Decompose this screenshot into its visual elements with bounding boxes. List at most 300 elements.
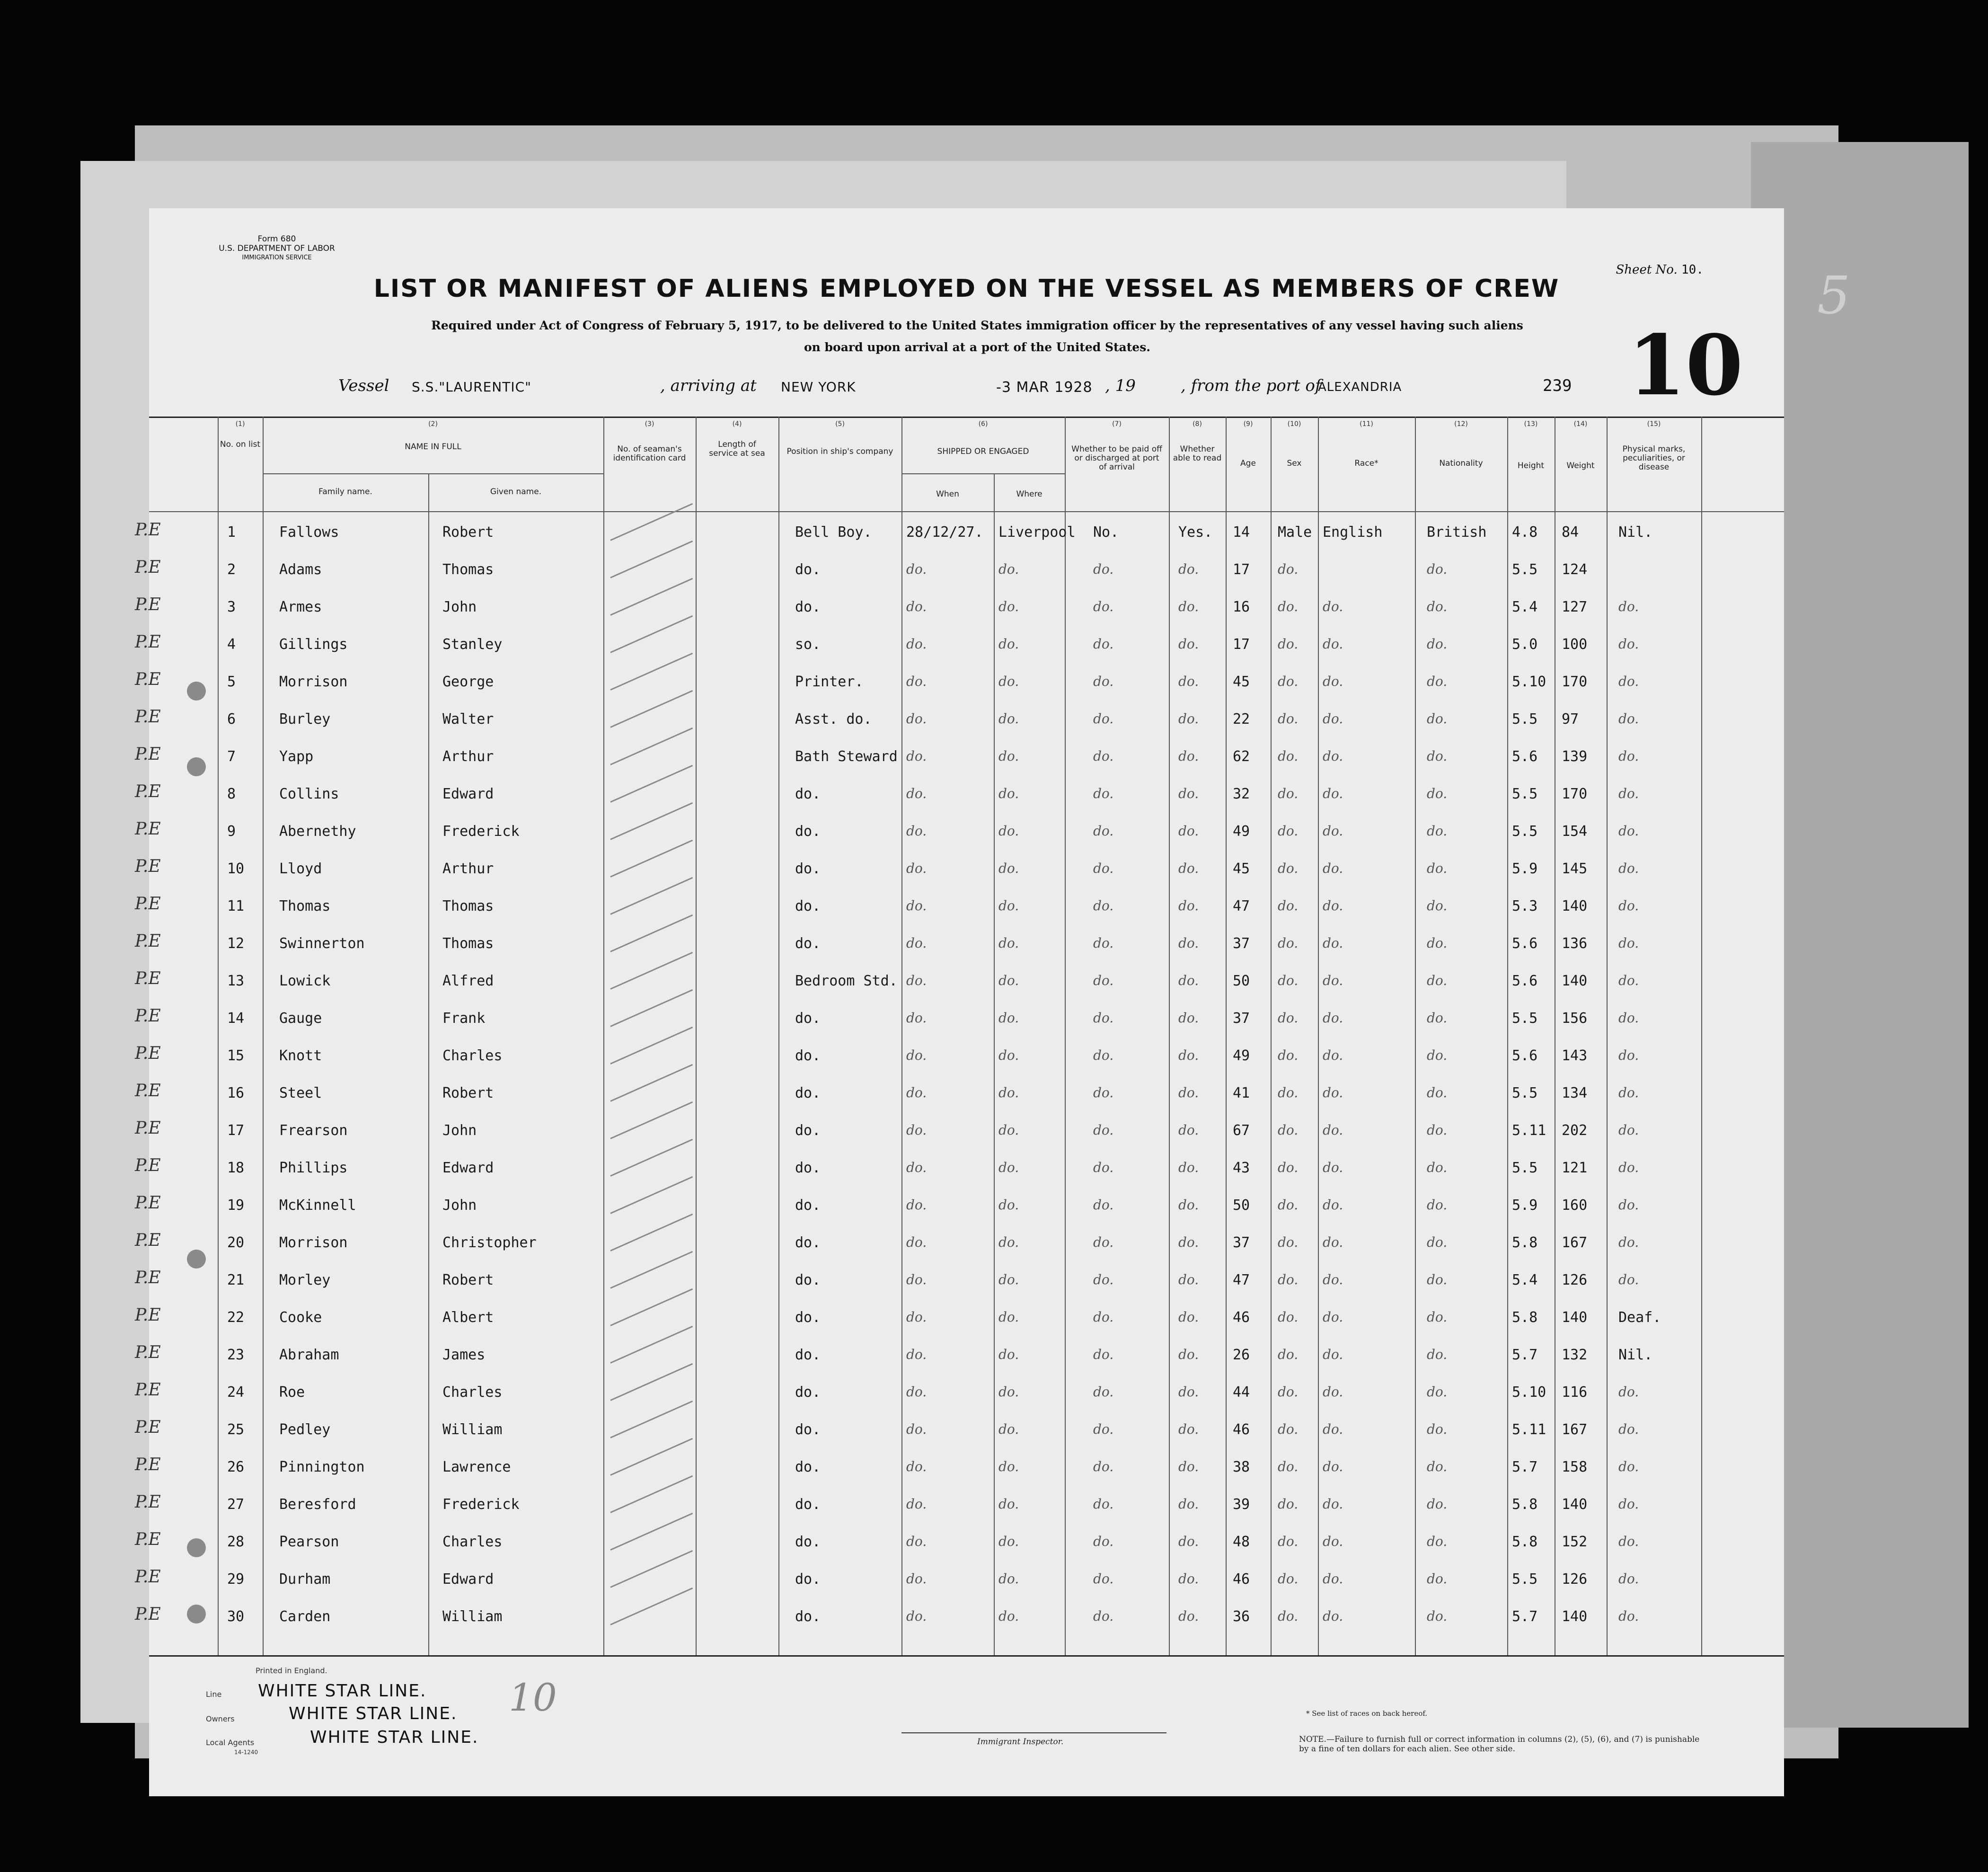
nationality: do. [1427,1197,1448,1213]
physical-marks: do. [1618,711,1639,727]
row-mark: P.E [135,707,161,727]
sex: do. [1278,1309,1299,1325]
nationality: do. [1427,935,1448,951]
physical-marks: do. [1618,1197,1639,1213]
row-number: 10 [227,861,245,877]
nationality: do. [1427,823,1448,839]
col-num-4: (4) [732,420,742,428]
row-mark: P.E [135,595,161,614]
punch-hole [187,682,206,701]
weight: 134 [1562,1085,1588,1101]
able-read: do. [1178,861,1199,876]
position: do. [795,1384,821,1401]
age: 37 [1233,1234,1250,1251]
position: do. [795,935,821,952]
from-label: , from the port of [1181,376,1321,395]
row-number: 25 [227,1421,245,1438]
able-read: do. [1178,973,1199,988]
race: do. [1323,786,1343,801]
race: do. [1323,1496,1343,1512]
shipped-where: do. [998,1085,1019,1100]
weight: 139 [1562,748,1588,765]
position: do. [795,1347,821,1363]
shipped-when: do. [906,1160,927,1175]
nationality: do. [1427,1421,1448,1437]
height: 5.6 [1512,1047,1538,1064]
shipped-when: do. [906,1122,927,1138]
height: 5.6 [1512,748,1538,765]
col-num-9: (9) [1243,420,1253,428]
age: 38 [1233,1459,1250,1475]
paid-off: do. [1093,1122,1114,1138]
height: 5.10 [1512,1384,1546,1401]
height: 5.4 [1512,1272,1538,1288]
physical-marks: do. [1618,1421,1639,1437]
shipped-when: do. [906,1272,927,1287]
race: do. [1323,1384,1343,1400]
height: 5.5 [1512,786,1538,802]
able-read: Yes. [1178,524,1213,541]
nationality: do. [1427,1571,1448,1587]
sex: do. [1278,599,1299,614]
row-number: 13 [227,973,245,989]
age: 48 [1233,1534,1250,1550]
sex: do. [1278,1347,1299,1362]
weight: 140 [1562,898,1588,914]
able-read: do. [1178,1496,1199,1512]
row-mark: P.E [135,932,161,951]
given-name: Arthur [442,748,494,765]
physical-marks: do. [1618,1496,1639,1512]
row-mark: P.E [135,745,161,764]
age: 41 [1233,1085,1250,1101]
physical-marks: do. [1618,636,1639,652]
family-name: Fallows [279,524,339,541]
shipped-when: do. [906,823,927,839]
manifest-count: 239 [1543,376,1572,395]
table-row [135,1224,1784,1261]
row-number: 5 [227,674,236,690]
physical-marks: Nil. [1618,524,1653,541]
sex: do. [1278,1384,1299,1400]
weight: 170 [1562,674,1588,690]
paid-off: do. [1093,861,1114,876]
form-number: Form 680 [257,234,296,244]
hdr-age: Age [1240,459,1256,468]
age: 45 [1233,861,1250,877]
table-row [135,1149,1784,1186]
hdr-paid-off: Whether to be paid off or discharged at port of arrival [1071,444,1162,472]
family-name: Frearson [279,1122,348,1139]
sex: do. [1278,1085,1299,1100]
age: 14 [1233,524,1250,541]
punch-hole [187,1538,206,1557]
big-sheet-number: 10 [1628,317,1743,414]
height: 5.3 [1512,898,1538,914]
able-read: do. [1178,636,1199,652]
weight: 84 [1562,524,1579,541]
sex: do. [1278,1496,1299,1512]
row-mark: P.E [135,1492,161,1512]
height: 5.5 [1512,1085,1538,1101]
able-read: do. [1178,1085,1199,1100]
age: 37 [1233,935,1250,952]
race: do. [1323,636,1343,652]
family-name: Yapp [279,748,314,765]
given-name: Walter [442,711,494,728]
race: do. [1323,1571,1343,1587]
sex: do. [1278,786,1299,801]
shipped-when: 28/12/27. [906,524,983,541]
arriving-label: , arriving at [660,376,757,395]
position: do. [795,1309,821,1326]
shipped-when: do. [906,1496,927,1512]
manifest-sheet [135,208,1784,1796]
hdr-when: When [936,489,959,499]
owners-label: Owners [206,1714,235,1723]
position: Asst. do. [795,711,872,728]
hdr-length-service: Length of service at sea [709,440,765,458]
height: 5.11 [1512,1421,1546,1438]
inspector-label: Immigrant Inspector. [977,1737,1064,1747]
height: 5.5 [1512,1571,1538,1588]
page-title: LIST OR MANIFEST OF ALIENS EMPLOYED ON THE VESSEL AS MEMBERS OF CREW [373,275,1560,303]
row-mark: P.E [135,558,161,577]
paid-off: do. [1093,1347,1114,1362]
physical-marks: do. [1618,786,1639,801]
row-number: 24 [227,1384,245,1401]
weight: 132 [1562,1347,1588,1363]
row-number: 23 [227,1347,245,1363]
row-number: 14 [227,1010,245,1027]
paid-off: do. [1093,748,1114,764]
vessel-name: S.S."LAURENTIC" [412,379,531,395]
family-name: Morley [279,1272,331,1288]
shipped-where: do. [998,1272,1019,1287]
height: 5.11 [1512,1122,1546,1139]
row-number: 3 [227,599,236,615]
paid-off: do. [1093,1272,1114,1287]
family-name: Lloyd [279,861,322,877]
given-name: William [442,1608,503,1625]
given-name: George [442,674,494,690]
shipped-where: do. [998,1309,1019,1325]
position: do. [795,561,821,578]
age: 46 [1233,1309,1250,1326]
row-number: 6 [227,711,236,728]
physical-marks: do. [1618,1571,1639,1587]
paid-off: No. [1093,524,1119,541]
family-name: Roe [279,1384,305,1401]
row-mark: P.E [135,969,161,988]
height: 5.7 [1512,1459,1538,1475]
race: do. [1323,1272,1343,1287]
race: do. [1323,1047,1343,1063]
table-row [135,1411,1784,1448]
shipped-when: do. [906,786,927,801]
weight: 158 [1562,1459,1588,1475]
age: 47 [1233,898,1250,914]
paid-off: do. [1093,823,1114,839]
sex: do. [1278,1010,1299,1026]
shipped-where: do. [998,1534,1019,1549]
race: do. [1323,1608,1343,1624]
shipped-where: do. [998,823,1019,839]
family-name: Steel [279,1085,322,1101]
col-num-7: (7) [1112,420,1122,428]
race: do. [1323,1197,1343,1213]
row-mark: P.E [135,1418,161,1437]
given-name: John [442,1197,477,1214]
able-read: do. [1178,748,1199,764]
physical-marks: do. [1618,861,1639,876]
table-row [135,813,1784,850]
given-name: William [442,1421,503,1438]
given-name: Robert [442,1272,494,1288]
row-number: 2 [227,561,236,578]
hdr-physical: Physical marks, peculiarities, or disease [1622,444,1686,472]
race: do. [1323,1534,1343,1549]
sex: do. [1278,1272,1299,1287]
paid-off: do. [1093,1496,1114,1512]
age: 17 [1233,561,1250,578]
physical-marks: do. [1618,1534,1639,1549]
shipped-when: do. [906,561,927,577]
race: do. [1323,599,1343,614]
shipped-when: do. [906,1010,927,1026]
table-row [135,887,1784,924]
race: do. [1323,1122,1343,1138]
nationality: do. [1427,1122,1448,1138]
race: do. [1323,823,1343,839]
inspector-line [901,1732,1166,1733]
weight: 167 [1562,1421,1588,1438]
row-mark: P.E [135,1343,161,1362]
shipped-when: do. [906,861,927,876]
age: 62 [1233,748,1250,765]
physical-marks: do. [1618,1459,1639,1474]
table-row [135,1561,1784,1597]
family-name: Abraham [279,1347,339,1363]
race: do. [1323,898,1343,914]
table-row [135,701,1784,737]
family-name: Abernethy [279,823,356,840]
position: do. [795,1534,821,1550]
physical-marks: do. [1618,1608,1639,1624]
department: U.S. DEPARTMENT OF LABOR [219,244,335,253]
shipped-where: do. [998,898,1019,914]
table-row [135,1000,1784,1037]
given-name: Thomas [442,561,494,578]
row-mark: P.E [135,1193,161,1213]
year-label: , 19 [1105,376,1136,395]
sex: do. [1278,1122,1299,1138]
position: do. [795,1459,821,1475]
height: 5.5 [1512,1010,1538,1027]
physical-marks: Deaf. [1618,1309,1661,1326]
race: do. [1323,1459,1343,1474]
able-read: do. [1178,1608,1199,1624]
given-name: Stanley [442,636,503,653]
given-name: Alfred [442,973,494,989]
family-name: Swinnerton [279,935,365,952]
sex: do. [1278,973,1299,988]
shipped-where: do. [998,1160,1019,1175]
paid-off: do. [1093,1571,1114,1587]
position: do. [795,1234,821,1251]
row-mark: P.E [135,1044,161,1063]
nationality: do. [1427,898,1448,914]
age: 47 [1233,1272,1250,1288]
able-read: do. [1178,1272,1199,1287]
shipped-when: do. [906,748,927,764]
given-name: James [442,1347,486,1363]
paid-off: do. [1093,711,1114,727]
nationality: do. [1427,1085,1448,1100]
age: 49 [1233,823,1250,840]
hdr-id-card: No. of seaman's identification card [613,444,686,463]
name-sub-rule [263,473,603,474]
paid-off: do. [1093,1197,1114,1213]
age: 26 [1233,1347,1250,1363]
hdr-height: Height [1517,461,1545,470]
weight: 143 [1562,1047,1588,1064]
table-row [135,551,1784,588]
hdr-sex: Sex [1287,459,1302,468]
age: 32 [1233,786,1250,802]
weight: 124 [1562,561,1588,578]
row-mark: P.E [135,1605,161,1624]
row-mark: P.E [135,1156,161,1175]
nationality: British [1427,524,1487,541]
weight: 121 [1562,1160,1588,1176]
shipped-when: do. [906,599,927,614]
age: 50 [1233,1197,1250,1214]
row-number: 27 [227,1496,245,1513]
height: 5.5 [1512,711,1538,728]
race: do. [1323,1085,1343,1100]
row-mark: P.E [135,1231,161,1250]
weight: 140 [1562,973,1588,989]
shipped-where: do. [998,1459,1019,1474]
physical-marks: do. [1618,1160,1639,1175]
vessel-line [149,376,1784,405]
shipped-where: do. [998,711,1019,727]
shipped-where: do. [998,1122,1019,1138]
family-name: Gillings [279,636,348,653]
physical-marks: do. [1618,935,1639,951]
paid-off: do. [1093,1234,1114,1250]
nationality: do. [1427,1347,1448,1362]
shipped-where: do. [998,561,1019,577]
paid-off: do. [1093,1384,1114,1400]
shipped-where: do. [998,636,1019,652]
paid-off: do. [1093,973,1114,988]
given-name: Frederick [442,823,520,840]
row-mark: P.E [135,1380,161,1400]
position: so. [795,636,821,653]
row-mark: P.E [135,1118,161,1138]
col-num-10: (10) [1287,420,1301,428]
table-row [135,1448,1784,1485]
col-num-13: (13) [1524,420,1538,428]
able-read: do. [1178,1421,1199,1437]
hdr-name-in-full: NAME IN FULL [405,442,461,452]
id-card-mark [610,503,693,541]
family-name: Knott [279,1047,322,1064]
row-mark: P.E [135,632,161,652]
family-name: Armes [279,599,322,615]
date-stamp: -3 MAR 1928 [996,379,1093,396]
age: 67 [1233,1122,1250,1139]
physical-marks: do. [1618,1272,1639,1287]
paid-off: do. [1093,636,1114,652]
nationality: do. [1427,786,1448,801]
shipped-when: do. [906,1309,927,1325]
shipped-where: do. [998,1234,1019,1250]
weight: 116 [1562,1384,1588,1401]
position: do. [795,1197,821,1214]
weight: 160 [1562,1197,1588,1214]
sex: do. [1278,561,1299,577]
shipped-when: do. [906,674,927,689]
paid-off: do. [1093,599,1114,614]
shipped-sub-rule [901,473,1065,474]
race: do. [1323,935,1343,951]
shipped-when: do. [906,1047,927,1063]
race: do. [1323,1234,1343,1250]
physical-marks: do. [1618,1085,1639,1100]
hdr-where: Where [1016,489,1043,499]
arriving-port: NEW YORK [781,379,856,395]
race: do. [1323,748,1343,764]
row-number: 16 [227,1085,245,1101]
family-name: Carden [279,1608,331,1625]
position: do. [795,1047,821,1064]
able-read: do. [1178,1047,1199,1063]
race: do. [1323,861,1343,876]
row-number: 22 [227,1309,245,1326]
able-read: do. [1178,786,1199,801]
nationality: do. [1427,1047,1448,1063]
hdr-no-on-list: No. on list [220,440,261,449]
physical-marks: do. [1618,1384,1639,1400]
penalty-note: NOTE.—Failure to furnish full or correct information in columns (2), (5), (6), and (7) is punishable by a fine of ten dollars for each alien. See other side. [1299,1735,1700,1754]
table-row [135,1523,1784,1560]
weight: 140 [1562,1496,1588,1513]
sex: do. [1278,1047,1299,1063]
row-number: 8 [227,786,236,802]
hdr-nationality: Nationality [1439,459,1483,468]
position: Bell Boy. [795,524,872,541]
table-row [135,1486,1784,1523]
age: 17 [1233,636,1250,653]
given-name: Thomas [442,898,494,914]
height: 5.8 [1512,1309,1538,1326]
family-name: McKinnell [279,1197,356,1214]
nationality: do. [1427,599,1448,614]
position: do. [795,823,821,840]
age: 46 [1233,1421,1250,1438]
able-read: do. [1178,1122,1199,1138]
sheet-number: 10. [1681,263,1704,277]
shipped-when: do. [906,898,927,914]
sex: do. [1278,748,1299,764]
row-mark: P.E [135,782,161,801]
weight: 127 [1562,599,1588,615]
row-mark: P.E [135,520,161,540]
header-bottom-rule [149,511,1784,512]
